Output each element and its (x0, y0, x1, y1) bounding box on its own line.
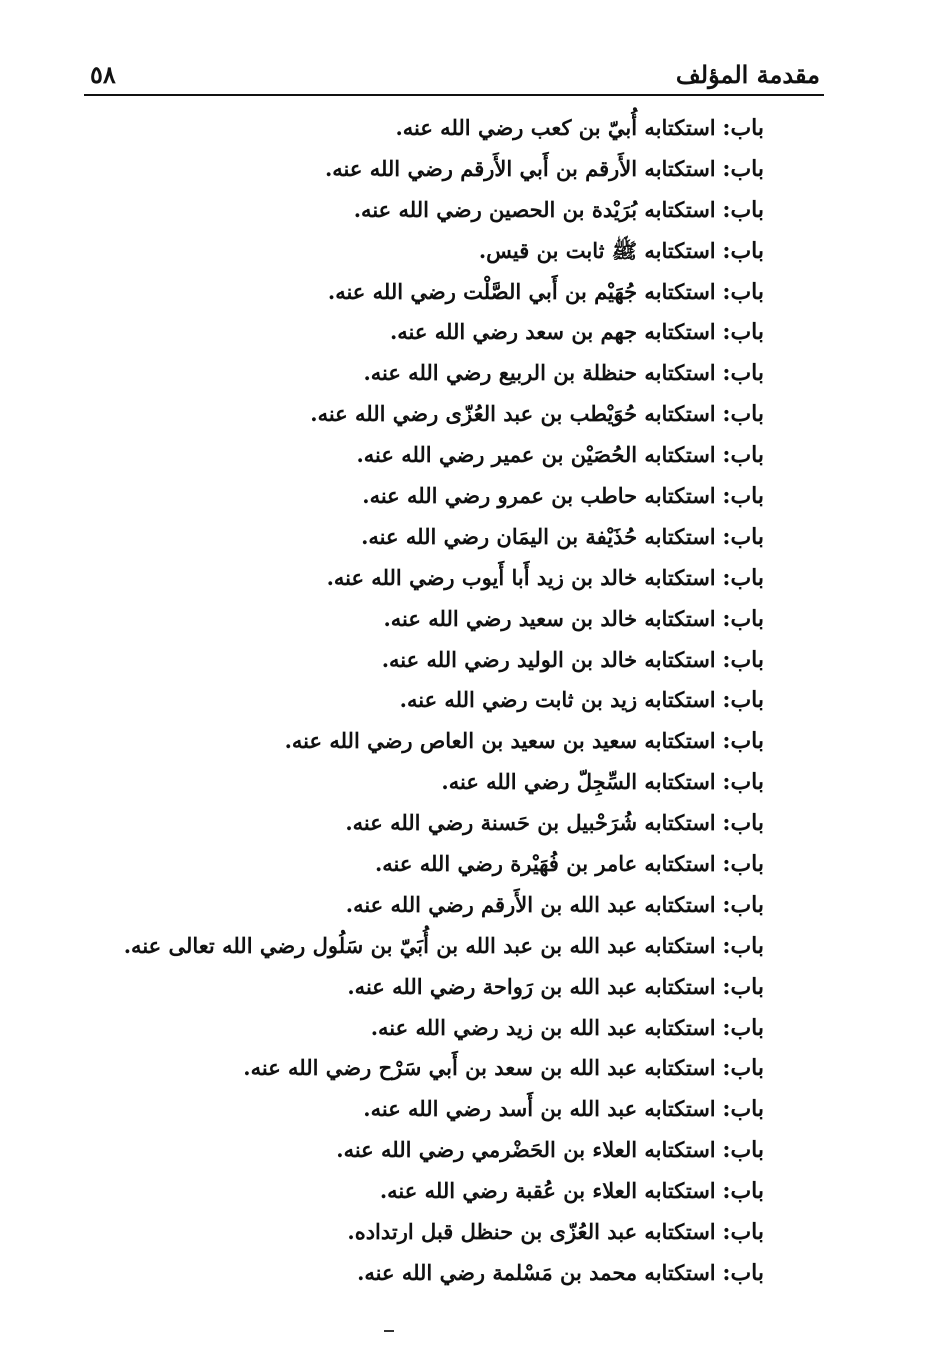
running-title: مقدمة المؤلف (675, 60, 820, 89)
chapter-entry (64, 1130, 764, 1171)
chapter-entry (64, 190, 764, 231)
entry-text: استكتابه عبد الله بن عبد الله بن أُبَيّ بن سَلُول رضي الله تعالى عنه. (123, 932, 716, 958)
chapter-entry (64, 640, 764, 681)
entry-label: باب: (722, 401, 764, 428)
entry-text: استكتابه خالد بن الوليد رضي الله عنه. (381, 646, 716, 672)
entry-label: باب: (722, 769, 764, 796)
entry-label: باب: (722, 646, 764, 673)
chapter-entry (64, 435, 764, 476)
entry-label: باب: (722, 564, 764, 591)
entry-label: باب: (722, 851, 764, 878)
entry-label: باب: (722, 523, 764, 550)
entry-label: باب: (722, 1259, 764, 1286)
entry-text: استكتابه جهم بن سعد رضي الله عنه. (389, 319, 716, 345)
entry-text: استكتابه عبد الله بن سعد بن أَبي سَرْح رضي الله عنه. (243, 1055, 716, 1081)
entry-label: باب: (722, 605, 764, 632)
chapter-entry (64, 1008, 764, 1049)
entry-text: استكتابه السِّجِلّ رضي الله عنه. (441, 769, 716, 795)
entry-label: باب: (722, 728, 764, 755)
entry-text: استكتابه الأَرقم بن أَبي الأَرقم رضي الله عنه. (324, 155, 716, 181)
entry-label: باب: (722, 1219, 764, 1246)
chapter-entry (64, 476, 764, 517)
chapter-entry (64, 517, 764, 558)
entry-text: استكتابه عبد الله بن الأَرقم رضي الله عنه. (345, 891, 716, 917)
chapter-entry (64, 844, 764, 885)
entry-text: استكتابه عبد العُزّى بن حنظل قبل ارتداده. (347, 1219, 716, 1245)
chapter-entry (64, 967, 764, 1008)
entry-text: استكتابه خالد بن زيد أَبا أَيوب رضي الله عنه. (326, 564, 716, 590)
entry-text: استكتابه عبد الله بن زيد رضي الله عنه. (370, 1014, 716, 1040)
entry-text: استكتابه حنظلة بن الربيع رضي الله عنه. (363, 360, 716, 386)
chapter-entry (64, 558, 764, 599)
footer-mark (384, 1330, 394, 1332)
entry-text: استكتابه العلاء بن عُقبة رضي الله عنه. (379, 1178, 716, 1204)
entry-text: استكتابه حاطب بن عمرو رضي الله عنه. (362, 483, 716, 509)
entry-text: استكتابه عامر بن فُهَيْرة رضي الله عنه. (374, 851, 716, 877)
entry-text: استكتابه سعيد بن سعيد بن العاص رضي الله عنه. (284, 728, 716, 754)
chapter-entry (64, 762, 764, 803)
entry-text: استكتابه العلاء بن الحَضْرمي رضي الله عنه. (336, 1137, 716, 1163)
page-number: ٥٨ (90, 60, 116, 89)
chapter-entry (64, 680, 764, 721)
chapter-entry (64, 1048, 764, 1089)
entry-label: باب: (722, 278, 764, 305)
chapter-entry (64, 353, 764, 394)
chapter-entry (64, 108, 764, 149)
entry-label: باب: (722, 932, 764, 959)
entry-text: استكتابه شُرَحْبيل بن حَسنة رضي الله عنه. (345, 810, 716, 836)
entry-text: استكتابه الحُصَيْن بن عمير رضي الله عنه. (356, 442, 716, 468)
chapter-entry (64, 803, 764, 844)
chapter-entry (64, 1089, 764, 1130)
entry-label: باب: (722, 1096, 764, 1123)
chapter-entry (64, 149, 764, 190)
entry-text: استكتابه خالد بن سعيد رضي الله عنه. (383, 605, 716, 631)
entry-label: باب: (722, 687, 764, 714)
chapter-entry (64, 1253, 764, 1294)
entry-label: باب: (722, 1014, 764, 1041)
chapter-entry (64, 721, 764, 762)
entry-text: استكتابه عبد الله بن أَسد رضي الله عنه. (363, 1096, 716, 1122)
chapter-entry (64, 1212, 764, 1253)
chapter-entry (64, 312, 764, 353)
entry-label: باب: (722, 115, 764, 141)
entry-label: باب: (722, 1137, 764, 1164)
entry-label: باب: (722, 891, 764, 918)
chapter-entry (64, 926, 764, 967)
entry-label: باب: (722, 196, 764, 223)
chapter-entry (64, 1171, 764, 1212)
entry-label: باب: (722, 237, 764, 264)
entry-label: باب: (722, 155, 764, 182)
entry-text: استكتابه زيد بن ثابت رضي الله عنه. (399, 687, 716, 713)
entry-label: باب: (722, 483, 764, 510)
entry-text: استكتابه حُوَيْطب بن عبد العُزّى رضي الله عنه. (310, 401, 716, 427)
entry-label: باب: (722, 1055, 764, 1082)
chapter-entry (64, 394, 764, 435)
entry-label: باب: (722, 1178, 764, 1205)
entry-text: استكتابه حُذَيْفة بن اليمَان رضي الله عنه. (361, 523, 716, 549)
entry-text: استكتابه محمد بن مَسْلمة رضي الله عنه. (357, 1259, 716, 1285)
page-header (84, 58, 824, 96)
entry-text: استكتابه عبد الله بن رَواحة رضي الله عنه. (347, 973, 716, 999)
chapter-entry (64, 599, 764, 640)
entry-text: استكتابه أُبيّ بن كعب رضي الله عنه. (395, 115, 716, 140)
chapter-entry (64, 272, 764, 313)
chapter-list (64, 108, 764, 1294)
entry-text: استكتابه بُرَيْدة بن الحصين رضي الله عنه. (353, 196, 716, 222)
entry-label: باب: (722, 973, 764, 1000)
entry-label: باب: (722, 360, 764, 387)
entry-label: باب: (722, 442, 764, 469)
entry-label: باب: (722, 810, 764, 837)
chapter-entry (64, 231, 764, 272)
entry-text: استكتابه ﷺ ثابت بن قيس. (478, 237, 716, 263)
entry-label: باب: (722, 319, 764, 346)
chapter-entry (64, 885, 764, 926)
entry-text: استكتابه جُهَيْم بن أَبي الصَّلْت رضي الله عنه. (327, 278, 716, 304)
